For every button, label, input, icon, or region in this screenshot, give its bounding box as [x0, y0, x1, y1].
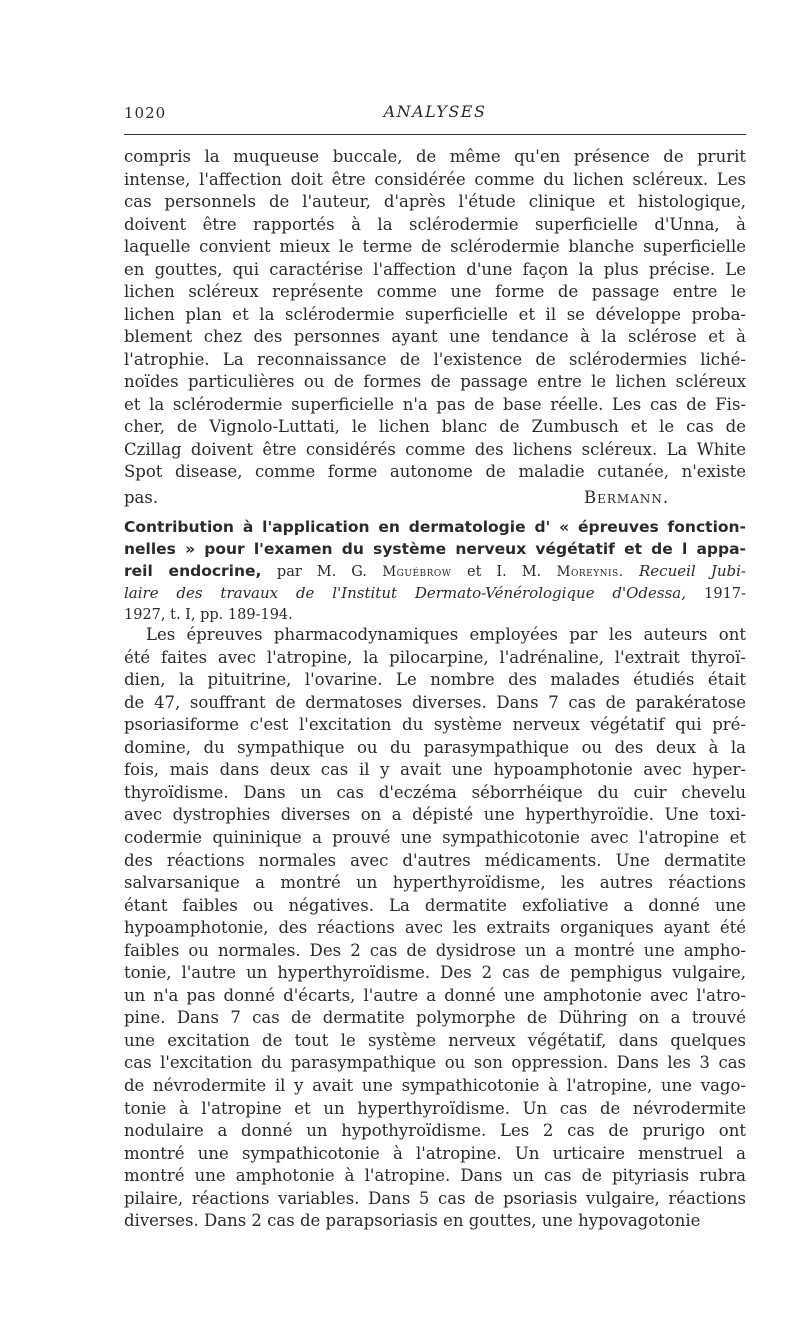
text-line: compris la muqueuse buccale, de même qu'en présence de prurit — [124, 147, 746, 166]
text-line: des réactions normales avec d'autres médicaments. Une dermatite — [124, 850, 746, 870]
text-line: psoriasiforme c'est l'excitation du système nerveux végétatif qui pré- — [124, 715, 746, 735]
author-name: Moreynis. — [556, 564, 624, 580]
text-line: été faites avec l'atropine, la pilocarpine, l'adrénaline, l'extrait thyroï- — [124, 647, 746, 667]
article-title-line: Contribution à l'application en dermatologie d' « épreuves fonction- — [124, 518, 746, 536]
text-line: une excitation de tout le système nerveux végétatif, dans quelques — [124, 1030, 746, 1050]
article-reference-tail: 1927, t. I, pp. 189-194. — [124, 607, 293, 623]
text-line: un n'a pas donné d'écarts, l'autre a donné une amphotonie avec l'atro- — [124, 985, 746, 1005]
text-line: tonie, l'autre un hyperthyroïdisme. Des 2 cas de pemphigus vulgaire, — [124, 963, 746, 983]
text-line: domine, du sympathique ou du parasympathique ou des deux à la — [124, 737, 746, 757]
text-line: étant faibles ou négatives. La dermatite exfoliative a donné une — [124, 895, 746, 915]
text-line: l'atrophie. La reconnaissance de l'existence de sclérodermies liché- — [124, 349, 746, 369]
text-line: salvarsanique a montré un hyperthyroïdisme, les autres réactions — [124, 873, 746, 893]
author-join: et I. M. — [467, 564, 542, 580]
text-line: blement chez des personnes ayant une tendance à la sclérose et à — [124, 327, 746, 346]
text-line: montré une amphotonie à l'atropine. Dans un cas de pityriasis rubra — [124, 1166, 746, 1186]
text-line: de névrodermite il y avait une sympathicotonie à l'atropine, une vago- — [124, 1076, 746, 1095]
text-line: pilaire, réactions variables. Dans 5 cas de psoriasis vulgaire, réactions — [124, 1188, 746, 1208]
text-line: intense, l'affection doit être considérée comme du lichen scléreux. Les — [124, 169, 746, 189]
article-reference-line — [124, 582, 746, 605]
text-line: cas l'excitation du parasympathique ou son oppression. Dans les 3 cas — [124, 1053, 746, 1073]
page-header — [124, 104, 746, 128]
journal-years: 1917- — [704, 586, 746, 602]
text-line: cas personnels de l'auteur, d'après l'étude clinique et histologique, — [124, 192, 746, 211]
text-line: hypoamphotonie, des réactions avec les extraits organiques ayant été — [124, 918, 746, 938]
text-line: lichen plan et la sclérodermie superficielle et il se développe proba- — [124, 304, 746, 324]
text-line: pine. Dans 7 cas de dermatite polymorphe de Dühring on a trouvé — [124, 1008, 746, 1028]
text-line: codermie quininique a prouvé une sympathicotonie avec l'atropine et — [124, 827, 746, 847]
running-title: ANALYSES — [383, 102, 487, 121]
text-line: laquelle convient mieux le terme de sclérodermie blanche superficielle — [124, 237, 746, 256]
author-prefix: par M. G. — [276, 564, 367, 580]
reviewer-signature: Bermann. — [584, 488, 670, 507]
article-title-line: nelles » pour l'examen du système nerveux végétatif et de l appa- — [124, 540, 746, 558]
author-name: Mguébrow — [382, 564, 452, 580]
text-line: lichen scléreux représente comme une forme de passage entre le — [124, 282, 746, 301]
text-line: montré une sympathicotonie à l'atropine. Un urticaire menstruel a — [124, 1143, 746, 1163]
article-title-end: reil endocrine, — [124, 562, 262, 580]
text-line: dien, la pituitrine, l'ovarine. Le nombre des malades étudiés était — [124, 670, 746, 690]
journal-title: Recueil Jubi- — [639, 562, 746, 580]
text-line: Les épreuves pharmacodynamiques employées par les auteurs ont — [146, 625, 746, 644]
text-line: Spot disease, comme forme autonome de maladie cutanée, n'existe — [124, 462, 746, 481]
page-number: 1020 — [124, 104, 167, 122]
text-line: en gouttes, qui caractérise l'affection d'une façon la plus précise. Le — [124, 259, 746, 279]
text-line: cher, de Vignolo-Luttati, le lichen blanc de Zumbusch et le cas de — [124, 417, 746, 436]
article-title-line-3 — [124, 560, 746, 583]
text-line: faibles ou normales. Des 2 cas de dysidrose un a montré une ampho- — [124, 940, 746, 960]
text-line: et la sclérodermie superficielle n'a pas de base réelle. Les cas de Fis- — [124, 394, 746, 414]
journal-title: laire des travaux de l'Institut Dermato-Vénérologique d'Odessa, — [124, 584, 687, 602]
text-line: diverses. Dans 2 cas de parapsoriasis en gouttes, une hypovagotonie — [124, 1211, 701, 1231]
text-line: thyroïdisme. Dans un cas d'eczéma séborrhéique du cuir chevelu — [124, 782, 746, 802]
text-line: fois, mais dans deux cas il y avait une hypoamphotonie avec hyper- — [124, 760, 746, 780]
text-line: noïdes particulières ou de formes de passage entre le lichen scléreux — [124, 372, 746, 391]
text-line: nodulaire a donné un hypothyroïdisme. Les 2 cas de prurigo ont — [124, 1121, 746, 1141]
text-line: tonie à l'atropine et un hyperthyroïdisme. Un cas de névrodermite — [124, 1098, 746, 1118]
text-line: doivent être rapportés à la sclérodermie superficielle d'Unna, à — [124, 214, 746, 234]
text-line: Czillag doivent être considérés comme des lichens scléreux. La White — [124, 439, 746, 459]
closing-word: pas. — [124, 488, 159, 507]
text-line: avec dystrophies diverses on a dépisté une hyperthyroïdie. Une toxi- — [124, 805, 746, 825]
header-rule — [124, 134, 746, 135]
text-line: de 47, souffrant de dermatoses diverses. Dans 7 cas de parakératose — [124, 692, 746, 712]
